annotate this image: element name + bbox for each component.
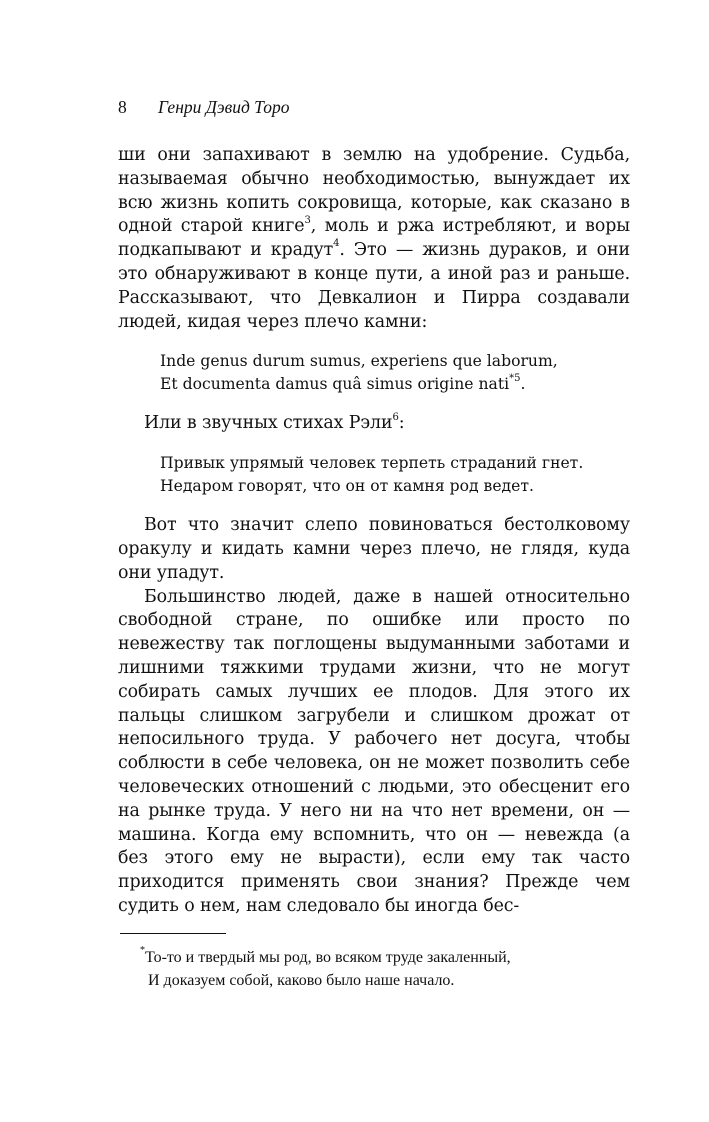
paragraph-4: Большинство людей, даже в нашей относительно свободной стране, по ошибке или просто по невежеству так поглощены выдуманными заботами и лишними тяжкими трудами жизни, что не могут собирать самых лучших ее плодов. Для этого их пальцы слишком загрубели и слишком дрожат от непосильного труда. У рабочего нет досуга, чтобы соблюсти в себе человека, он не может позволить себе человеческих отношений с людьми, это обесценит его на рынке труда. У него ни на что нет времени, он — машина. Когда ему вспомнить, что он — невежда (а без этого ему не вырасти), если ему так часто приходится применять свои знания? Прежде чем судить о нем, нам следовало бы иногда бес-: [118, 586, 630, 916]
footnote: [140, 946, 630, 992]
verse-line: [160, 373, 630, 396]
paragraph-2-end: :: [398, 413, 405, 434]
footnote-line: [140, 946, 630, 969]
footnote-divider: [120, 933, 226, 934]
verse-line-end: .: [520, 375, 526, 394]
main-text: [118, 412, 630, 436]
main-text: [118, 514, 630, 919]
footnote-line-1: То-то и твердый мы род, во всяком труде закаленный,: [145, 948, 511, 966]
paragraph-3: Вот что значит слепо повиноваться бестолковому оракулу и кидать камни через плечо, не глядя, куда они упадут.: [118, 515, 630, 583]
page-number: 8: [118, 97, 127, 117]
russian-verse: [160, 452, 630, 498]
paragraph-1-text-b: , моль и ржа истребляют, и воры подкапывают и крадут: [118, 216, 630, 261]
page-header: [118, 96, 630, 118]
verse-line: Недаром говорят, что он от камня род ведет.: [160, 477, 534, 496]
verse-line-text: Et documenta damus quâ simus origine nati: [160, 375, 510, 394]
footnote-line-2: И доказуем собой, каково было наше начало.: [148, 971, 455, 989]
verse-line: Inde genus durum sumus, experiens que laborum,: [160, 352, 558, 371]
footnote-ref-6: 6: [392, 411, 399, 423]
main-text: [118, 144, 630, 334]
footnote-ref-3: 3: [304, 214, 311, 226]
verse-line: Привык упрямый человек терпеть страданий гнет.: [160, 454, 584, 473]
footnote-ref-4: 4: [333, 238, 340, 250]
footnote-ref-5: *5: [509, 373, 521, 385]
footnote-marker: *: [140, 945, 145, 957]
latin-verse: [160, 350, 630, 396]
book-page: [118, 96, 630, 992]
paragraph-1-text-a: ши они запахивают в землю на удобрение. Судьба, называемая обычно необходимостью, вынуждает их всю жизнь копить сокровища, которые, как сказано в одной старой книге: [118, 145, 630, 237]
paragraph-1: [118, 144, 630, 334]
paragraph-2-text: Или в звучных стихах Рэли: [144, 413, 393, 434]
paragraph-2: [118, 412, 630, 436]
running-title: Генри Дэвид Торо: [158, 97, 290, 117]
paragraph-1-text-c: . Это — жизнь дураков, и они это обнаруживают в конце пути, а иной раз и раньше. Рассказывают, что Девкалион и Пирра создавали людей, кидая через плечо камни:: [118, 240, 630, 332]
